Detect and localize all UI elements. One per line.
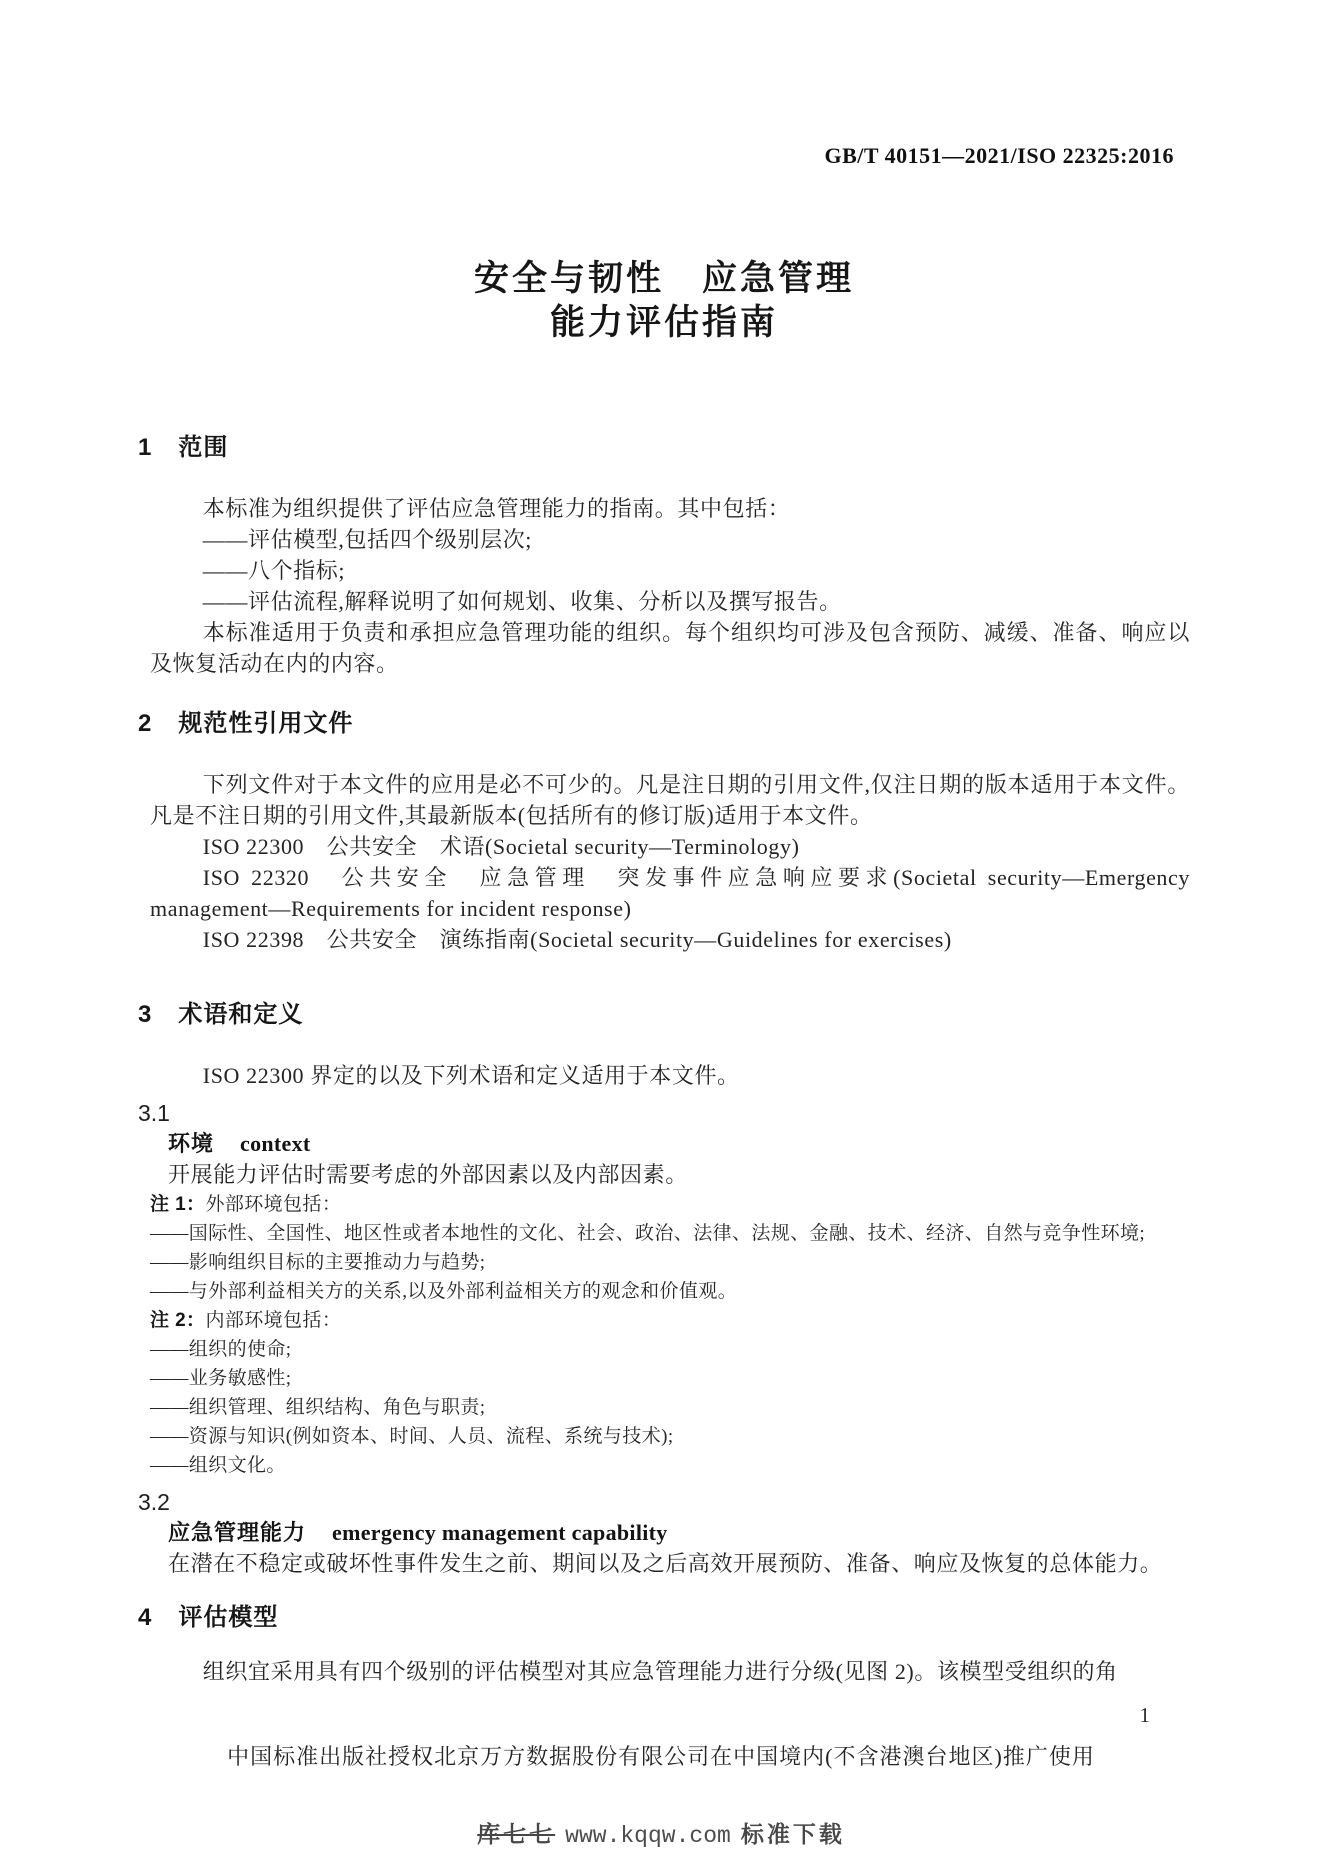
note-1-label: 注 1： bbox=[150, 1194, 206, 1215]
section-1-paragraph-1: 本标准为组织提供了评估应急管理能力的指南。其中包括： bbox=[202, 496, 791, 521]
note-2-item: ——组织文化。 bbox=[150, 1455, 286, 1476]
term-3-2-definition: 在潜在不稳定或破坏性事件发生之前、期间以及之后高效开展预防、准备、响应及恢复的总体能力。 bbox=[168, 1551, 1163, 1576]
footer-license-line: 中国标准出版社授权北京万方数据股份有限公司在中国境内(不含港澳台地区)推广使用 bbox=[227, 1744, 1095, 1769]
watermark-url: www.kqqw.com bbox=[565, 1823, 731, 1849]
section-1-number: 1 bbox=[138, 434, 153, 461]
note-2-item: ——组织管理、组织结构、角色与职责; bbox=[150, 1397, 486, 1418]
note-2-intro bbox=[150, 1306, 1190, 1335]
normative-reference: ISO 22320 公共安全 应急管理 突发事件应急响应要求(Societal security—Emergency management—Requirements for incident response) bbox=[150, 865, 1190, 921]
normative-reference: ISO 22300 公共安全 术语(Societal security—Terminology) bbox=[202, 834, 800, 859]
term-3-1 bbox=[168, 1128, 1190, 1159]
note-2-item: ——资源与知识(例如资本、时间、人员、流程、系统与技术); bbox=[150, 1426, 674, 1447]
section-3-heading bbox=[138, 1000, 1190, 1030]
note-2-item: ——组织的使命; bbox=[150, 1339, 292, 1360]
clause-3-2-number: 3.2 bbox=[138, 1489, 170, 1515]
section-4-heading bbox=[138, 1603, 1190, 1633]
watermark-brand: 库七七 bbox=[477, 1822, 556, 1847]
note-1-item: ——影响组织目标的主要推动力与趋势; bbox=[150, 1252, 486, 1273]
watermark-line bbox=[0, 1816, 1322, 1849]
section-1-list-item: ——评估模型,包括四个级别层次; bbox=[202, 527, 533, 552]
note-2-text: 内部环境包括： bbox=[205, 1310, 342, 1331]
section-2-title: 规范性引用文件 bbox=[178, 710, 354, 737]
clause-3-1-number: 3.1 bbox=[138, 1100, 170, 1126]
section-1-list-item: ——评估流程,解释说明了如何规划、收集、分析以及撰写报告。 bbox=[202, 589, 842, 614]
section-3-intro: ISO 22300 界定的以及下列术语和定义适用于本文件。 bbox=[202, 1063, 740, 1088]
note-1-intro bbox=[150, 1190, 1190, 1219]
section-4-paragraph-1: 组织宜采用具有四个级别的评估模型对其应急管理能力进行分级(见图 2)。该模型受组织的角 bbox=[202, 1659, 1118, 1684]
page-number: 1 bbox=[1139, 1703, 1150, 1727]
term-3-1-english: context bbox=[240, 1131, 311, 1156]
term-3-2-english: emergency management capability bbox=[332, 1520, 668, 1545]
note-1-item: ——与外部利益相关方的关系,以及外部利益相关方的观念和价值观。 bbox=[150, 1281, 738, 1302]
note-2-label: 注 2： bbox=[150, 1310, 206, 1331]
watermark-suffix: 标准下载 bbox=[740, 1822, 845, 1847]
term-3-2 bbox=[168, 1517, 1190, 1548]
document-title-line2: 能力评估指南 bbox=[549, 303, 778, 342]
section-2-number: 2 bbox=[138, 710, 153, 737]
term-3-2-chinese: 应急管理能力 bbox=[168, 1520, 307, 1545]
section-4-title: 评估模型 bbox=[178, 1604, 279, 1631]
note-2-item: ——业务敏感性; bbox=[150, 1368, 292, 1389]
section-2-heading bbox=[138, 709, 1190, 739]
note-1-text: 外部环境包括： bbox=[205, 1194, 342, 1215]
normative-reference: ISO 22398 公共安全 演练指南(Societal security—Guidelines for exercises) bbox=[202, 927, 952, 952]
term-3-1-definition: 开展能力评估时需要考虑的外部因素以及内部因素。 bbox=[168, 1162, 688, 1187]
note-1-item: ——国际性、全国性、地区性或者本地性的文化、社会、政治、法律、法规、金融、技术、经济、自然与竞争性环境; bbox=[150, 1223, 1146, 1244]
section-4-number: 4 bbox=[138, 1604, 153, 1631]
term-3-1-chinese: 环境 bbox=[168, 1131, 215, 1156]
section-1-list-item: ——八个指标; bbox=[202, 558, 346, 583]
section-1-title: 范围 bbox=[178, 434, 229, 461]
section-1-heading bbox=[138, 433, 1190, 463]
section-3-title: 术语和定义 bbox=[178, 1001, 304, 1028]
section-3-number: 3 bbox=[138, 1001, 153, 1028]
document-title-line1: 安全与韧性 应急管理 bbox=[473, 259, 854, 298]
standard-code: GB/T 40151—2021/ISO 22325:2016 bbox=[824, 143, 1174, 168]
section-1-paragraph-2: 本标准适用于负责和承担应急管理功能的组织。每个组织均可涉及包含预防、减缓、准备、响应以及恢复活动在内的内容。 bbox=[150, 620, 1190, 676]
section-2-paragraph-1: 下列文件对于本文件的应用是必不可少的。凡是注日期的引用文件,仅注日期的版本适用于本文件。凡是不注日期的引用文件,其最新版本(包括所有的修订版)适用于本文件。 bbox=[150, 772, 1190, 828]
